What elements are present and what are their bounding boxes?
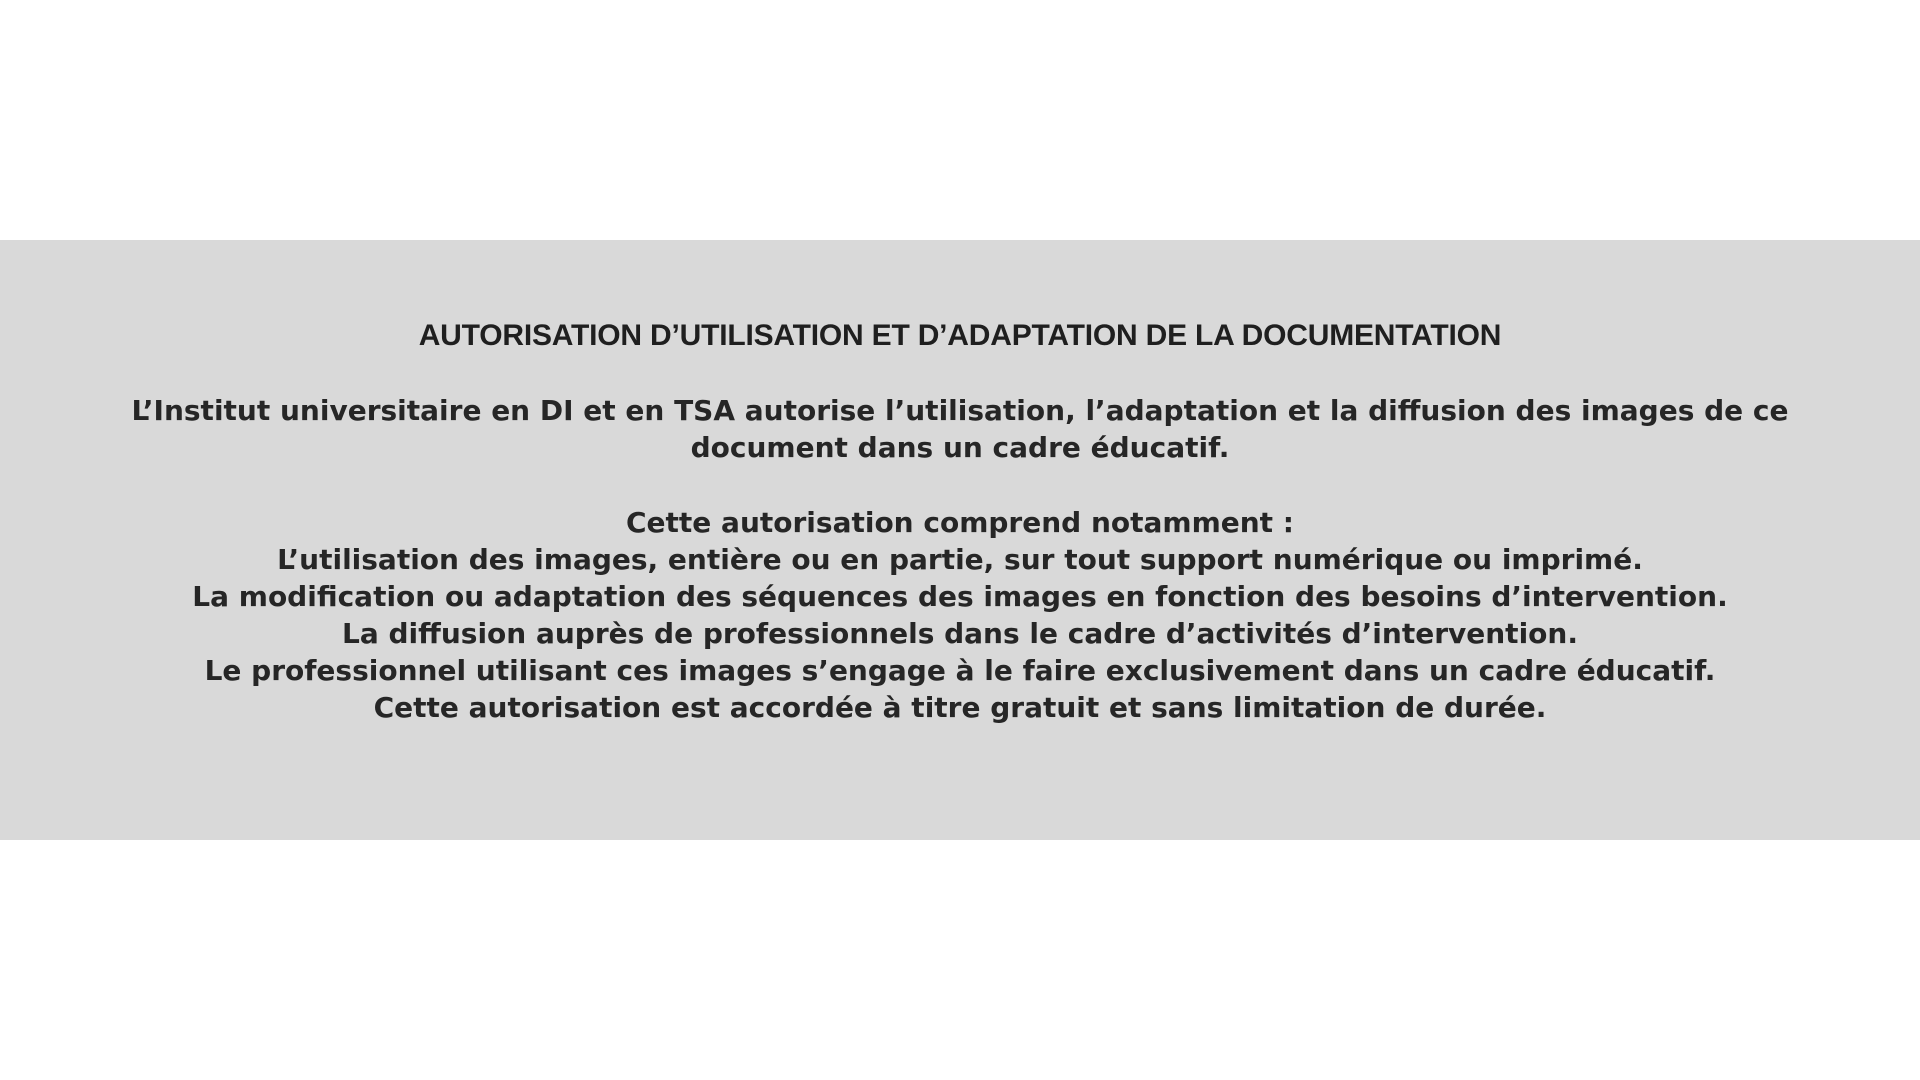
line-item: Le professionnel utilisant ces images s’engage à le faire exclusivement dans un cadre éducatif. bbox=[204, 654, 1716, 687]
line-heading: Cette autorisation comprend notamment : bbox=[626, 506, 1294, 539]
line-item: L’utilisation des images, entière ou en partie, sur tout support numérique ou imprimé. bbox=[277, 543, 1643, 576]
line-item: La diffusion auprès de professionnels dans le cadre d’activités d’intervention. bbox=[342, 617, 1578, 650]
intro-paragraph: L’Institut universitaire en DI et en TSA autorise l’utilisation, l’adaptation et la diffusion des images de ce document dans un cadre éducatif. bbox=[131, 394, 1789, 464]
authorization-lines bbox=[0, 504, 1920, 726]
line-item: La modification ou adaptation des séquences des images en fonction des besoins d’intervention. bbox=[192, 580, 1728, 613]
document-title: AUTORISATION D’UTILISATION ET D’ADAPTATION DE LA DOCUMENTATION bbox=[418, 319, 1502, 352]
line-item: Cette autorisation est accordée à titre gratuit et sans limitation de durée. bbox=[373, 691, 1547, 724]
